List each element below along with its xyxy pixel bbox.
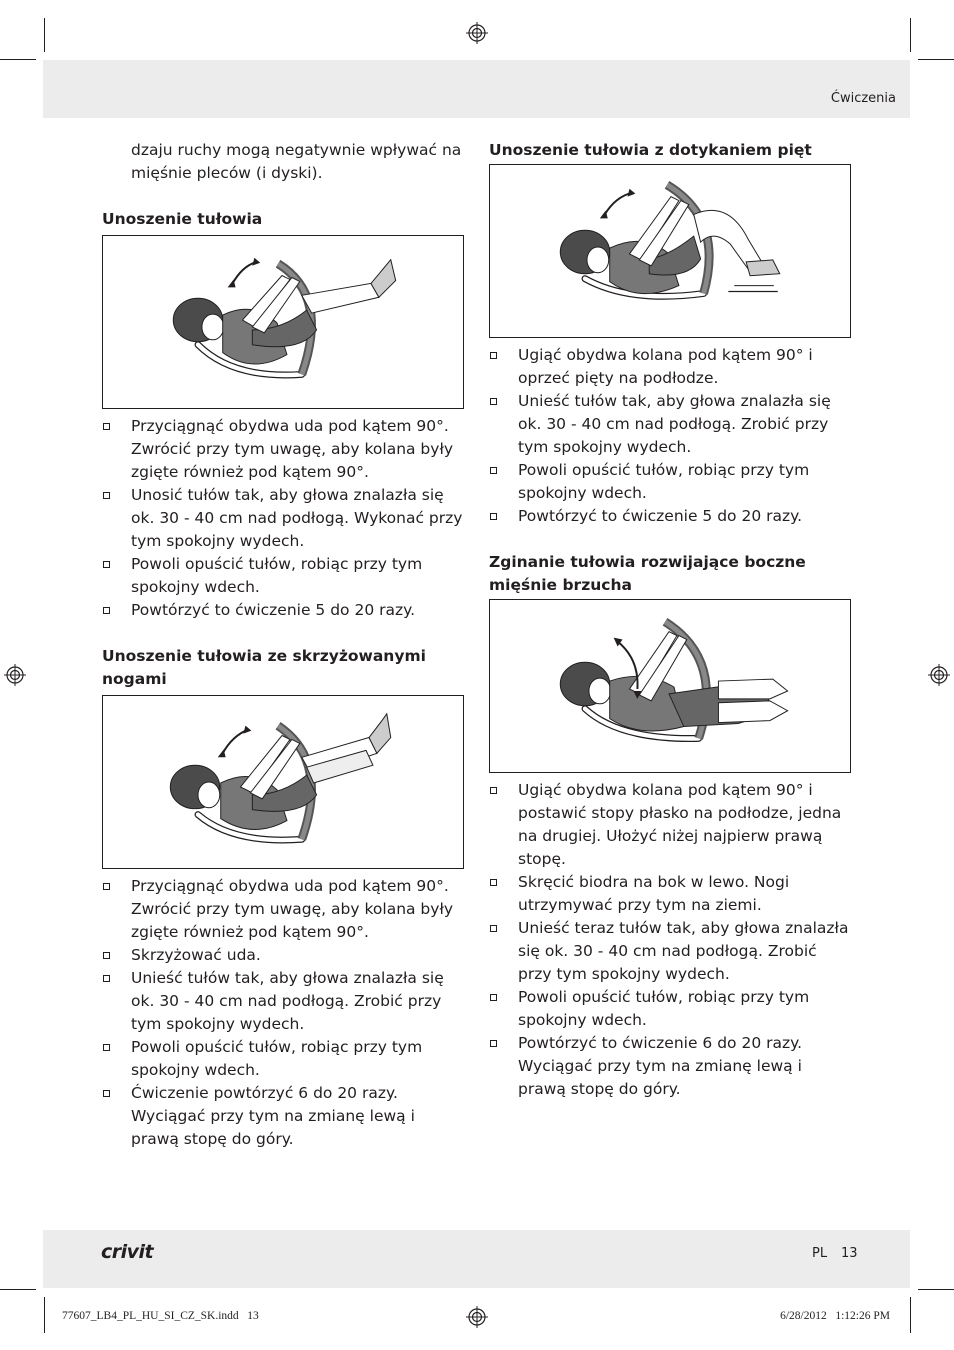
list-item: Unosić tułów tak, aby głowa znalazła się ok. 30 - 40 cm nad podłogą. Wykonać przy tym spokojny wydech. xyxy=(102,484,466,553)
steps-list-crunch xyxy=(102,415,466,622)
illustration-side-crunch xyxy=(490,600,850,772)
list-item: Powtórzyć to ćwiczenie 5 do 20 razy. xyxy=(489,505,853,528)
list-item: Powoli opuścić tułów, robiąc przy tym spokojny wdech. xyxy=(489,986,853,1032)
checkbox-bullet-icon xyxy=(490,1040,497,1047)
checkbox-bullet-icon xyxy=(103,607,110,614)
checkbox-bullet-icon xyxy=(490,787,497,794)
checkbox-bullet-icon xyxy=(490,879,497,886)
checkbox-bullet-icon xyxy=(490,352,497,359)
list-item: Unieść tułów tak, aby głowa znalazła się ok. 30 - 40 cm nad podłogą. Zrobić przy tym spokojny wydech. xyxy=(102,967,466,1036)
crop-mark xyxy=(918,1289,954,1290)
exercise-illustration-crossed-legs xyxy=(102,695,464,869)
crop-mark xyxy=(0,1289,36,1290)
crop-mark xyxy=(0,59,36,60)
right-column xyxy=(489,139,853,1101)
crop-mark xyxy=(918,59,954,60)
page-language: PL xyxy=(812,1246,828,1261)
registration-mark-icon xyxy=(4,664,26,686)
illustration-crunch xyxy=(103,236,463,408)
page-number: 13 xyxy=(841,1246,858,1261)
steps-list-side-crunch xyxy=(489,779,853,1101)
list-item: Ugiąć obydwa kolana pod kątem 90° i oprzeć pięty na podłodze. xyxy=(489,344,853,390)
steps-list-heel-touch xyxy=(489,344,853,528)
checkbox-bullet-icon xyxy=(490,513,497,520)
slug-datetime: 6/28/2012 1:12:26 PM xyxy=(780,1310,890,1322)
checkbox-bullet-icon xyxy=(103,1090,110,1097)
section-title-crossed-legs: Unoszenie tułowia ze skrzyżowanymi nogami xyxy=(102,647,426,688)
list-item: Unieść teraz tułów tak, aby głowa znalazła się ok. 30 - 40 cm nad podłogą. Zrobić przy tym spokojny wydech. xyxy=(489,917,853,986)
exercise-illustration-side-crunch xyxy=(489,599,851,773)
crop-mark xyxy=(910,18,911,52)
list-item: Powtórzyć to ćwiczenie 5 do 20 razy. xyxy=(102,599,466,622)
list-item: Skrzyżować uda. xyxy=(102,944,466,967)
illustration-crossed-legs xyxy=(103,696,463,868)
list-item: Powtórzyć to ćwiczenie 6 do 20 razy. Wyciągać przy tym na zmianę lewą i prawą stopę do góry. xyxy=(489,1032,853,1101)
slug-filename: 77607_LB4_PL_HU_SI_CZ_SK.indd 13 xyxy=(62,1310,259,1322)
left-column xyxy=(102,139,466,1151)
list-item: Powoli opuścić tułów, robiąc przy tym spokojny wdech. xyxy=(489,459,853,505)
list-item: Unieść tułów tak, aby głowa znalazła się ok. 30 - 40 cm nad podłogą. Zrobić przy tym spokojny wydech. xyxy=(489,390,853,459)
checkbox-bullet-icon xyxy=(490,398,497,405)
checkbox-bullet-icon xyxy=(490,994,497,1001)
crivit-logo: crivit xyxy=(101,1241,154,1263)
exercise-illustration-heel-touch xyxy=(489,164,851,338)
registration-mark-icon xyxy=(928,664,950,686)
list-item: Przyciągnąć obydwa uda pod kątem 90°. Zwrócić przy tym uwagę, aby kolana były zgięte również pod kątem 90°. xyxy=(102,415,466,484)
crop-mark xyxy=(44,1297,45,1333)
checkbox-bullet-icon xyxy=(490,925,497,932)
footer-band xyxy=(43,1230,910,1288)
section-title-crunch: Unoszenie tułowia xyxy=(102,210,263,228)
checkbox-bullet-icon xyxy=(103,975,110,982)
checkbox-bullet-icon xyxy=(103,952,110,959)
section-title-heel-touch: Unoszenie tułowia z dotykaniem pięt xyxy=(489,141,812,159)
exercise-illustration-crunch xyxy=(102,235,464,409)
section-label: Ćwiczenia xyxy=(830,91,896,106)
intro-text: dzaju ruchy mogą negatywnie wpływać na mięśnie pleców (i dyski). xyxy=(131,141,462,182)
illustration-heel-touch xyxy=(490,165,850,337)
crop-mark xyxy=(44,18,45,52)
checkbox-bullet-icon xyxy=(103,883,110,890)
steps-list-crossed-legs xyxy=(102,875,466,1151)
checkbox-bullet-icon xyxy=(103,561,110,568)
list-item: Powoli opuścić tułów, robiąc przy tym spokojny wdech. xyxy=(102,1036,466,1082)
checkbox-bullet-icon xyxy=(103,1044,110,1051)
list-item: Ugiąć obydwa kolana pod kątem 90° i postawić stopy płasko na podłodze, jedna na drugiej. Ułożyć niżej najpierw prawą stopę. xyxy=(489,779,853,871)
registration-mark-icon xyxy=(466,22,488,44)
registration-mark-icon xyxy=(466,1306,488,1328)
checkbox-bullet-icon xyxy=(103,492,110,499)
section-title-side-crunch: Zginanie tułowia rozwijające boczne mięśnie brzucha xyxy=(489,553,806,594)
list-item: Przyciągnąć obydwa uda pod kątem 90°. Zwrócić przy tym uwagę, aby kolana były zgięte również pod kątem 90°. xyxy=(102,875,466,944)
header-band xyxy=(43,60,910,118)
checkbox-bullet-icon xyxy=(490,467,497,474)
checkbox-bullet-icon xyxy=(103,423,110,430)
list-item: Powoli opuścić tułów, robiąc przy tym spokojny wdech. xyxy=(102,553,466,599)
list-item: Skręcić biodra na bok w lewo. Nogi utrzymywać przy tym na ziemi. xyxy=(489,871,853,917)
list-item: Ćwiczenie powtórzyć 6 do 20 razy. Wyciągać przy tym na zmianę lewą i prawą stopę do góry. xyxy=(102,1082,466,1151)
crop-mark xyxy=(910,1297,911,1333)
